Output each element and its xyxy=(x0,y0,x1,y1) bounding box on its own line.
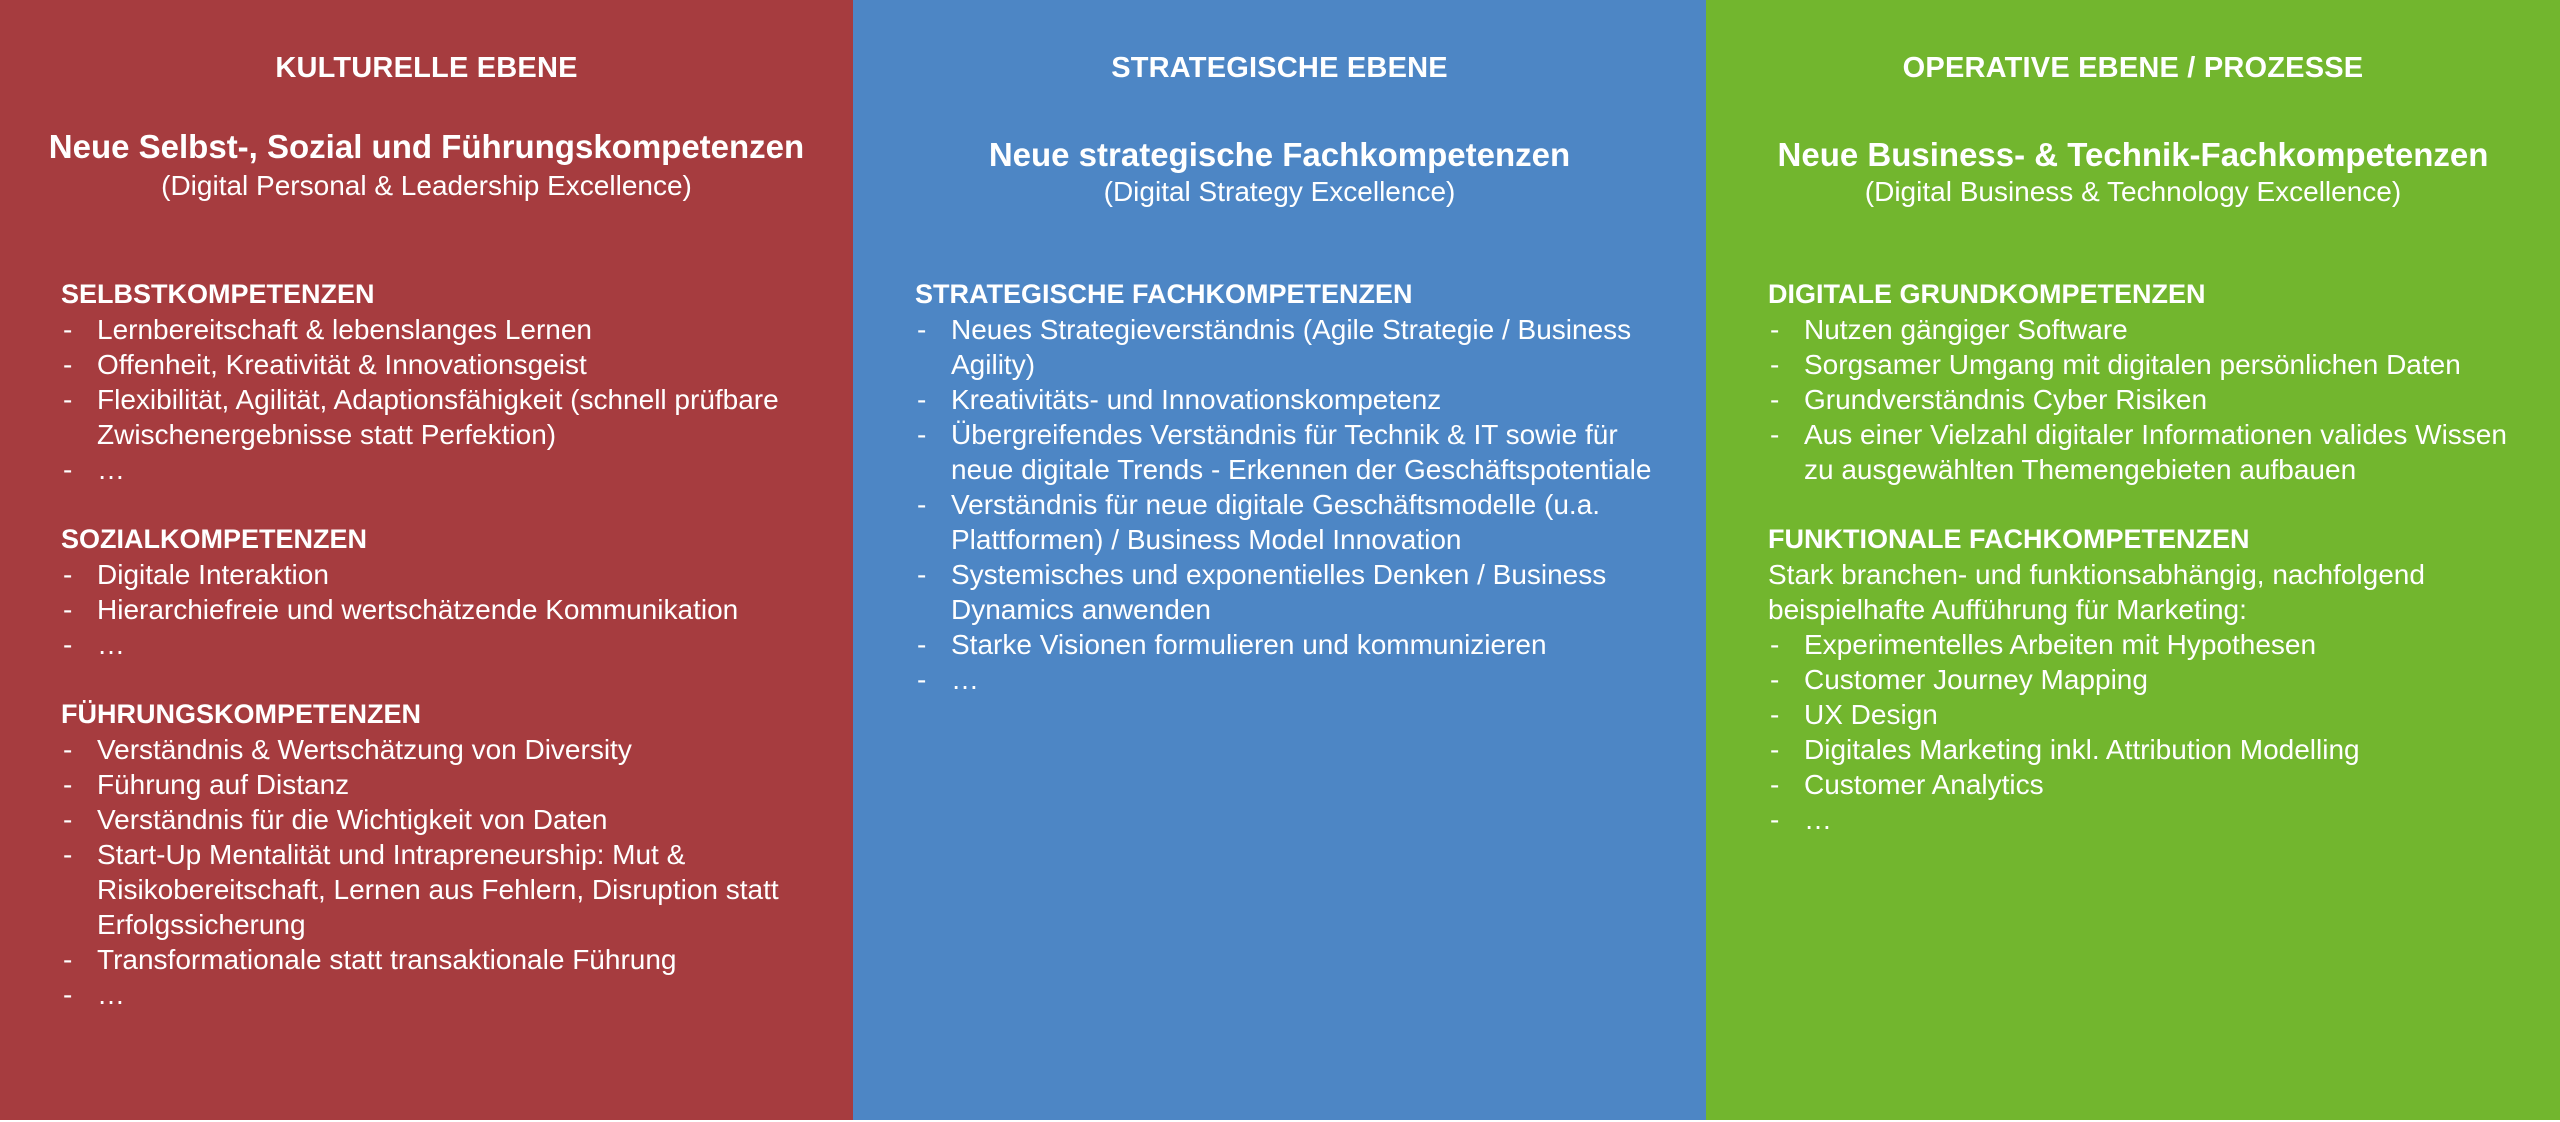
list-item: - Start-Up Mentalität und Intrapreneurship: Mut & Risikobereitschaft, Lernen aus Fehlern, Disruption statt Erfolgssicherung xyxy=(61,837,833,942)
list-item: - Experimentelles Arbeiten mit Hypothesen xyxy=(1768,627,2540,662)
list-item: - Starke Visionen formulieren und kommunizieren xyxy=(915,627,1686,662)
list-item: - Grundverständnis Cyber Risiken xyxy=(1768,382,2540,417)
list-item: - Führung auf Distanz xyxy=(61,767,833,802)
section-self-competencies xyxy=(61,277,833,487)
section-digital-basics xyxy=(1768,277,2540,487)
list-item: - Kreativitäts- und Innovationskompetenz xyxy=(915,382,1686,417)
item-list xyxy=(61,557,833,662)
list-item: - Systemisches und exponentielles Denken / Business Dynamics anwenden xyxy=(915,557,1686,627)
section-heading: FÜHRUNGSKOMPETENZEN xyxy=(61,699,422,729)
list-item: - … xyxy=(61,627,833,662)
item-list xyxy=(915,312,1686,697)
list-item: - UX Design xyxy=(1768,697,2540,732)
list-item: - Verständnis & Wertschätzung von Diversity xyxy=(61,732,833,767)
column-strategic-level xyxy=(853,0,1706,1120)
column-title: OPERATIVE EBENE / PROZESSE xyxy=(1902,52,2364,84)
list-item: - … xyxy=(915,662,1686,697)
item-list xyxy=(61,312,833,487)
section-heading: FUNKTIONALE FACHKOMPETENZEN xyxy=(1768,524,2250,554)
section-heading: DIGITALE GRUNDKOMPETENZEN xyxy=(1768,279,2206,309)
list-item: - Neues Strategieverständnis (Agile Strategie / Business Agility) xyxy=(915,312,1686,382)
list-item: - Sorgsamer Umgang mit digitalen persönlichen Daten xyxy=(1768,347,2540,382)
column-subtitle-note: (Digital Personal & Leadership Excellence) xyxy=(161,170,692,201)
list-item: - … xyxy=(1768,802,2540,837)
column-title: STRATEGISCHE EBENE xyxy=(1111,52,1448,84)
column-subtitle-note: (Digital Strategy Excellence) xyxy=(1103,176,1456,207)
item-list xyxy=(1768,312,2540,487)
list-item: - Übergreifendes Verständnis für Technik & IT sowie für neue digitale Trends - Erkennen der Geschäftspotentiale xyxy=(915,417,1686,487)
list-item: - Customer Analytics xyxy=(1768,767,2540,802)
section-strategic-competencies xyxy=(915,277,1686,697)
column-operative-level xyxy=(1706,0,2560,1120)
list-item: - Digitale Interaktion xyxy=(61,557,833,592)
section-functional-competencies xyxy=(1768,522,2540,837)
column-content xyxy=(1768,277,2540,872)
column-content xyxy=(915,277,1686,732)
column-content xyxy=(61,277,833,1047)
section-heading: SELBSTKOMPETENZEN xyxy=(61,279,375,309)
column-subtitle-note: (Digital Business & Technology Excellence) xyxy=(1864,176,2402,207)
list-item: - Lernbereitschaft & lebenslanges Lernen xyxy=(61,312,833,347)
list-item: - Transformationale statt transaktionale Führung xyxy=(61,942,833,977)
list-item: - Verständnis für die Wichtigkeit von Daten xyxy=(61,802,833,837)
list-item: - Hierarchiefreie und wertschätzende Kommunikation xyxy=(61,592,833,627)
column-subtitle: Neue Business- & Technik-Fachkompetenzen xyxy=(1777,136,2489,173)
column-cultural-level xyxy=(0,0,853,1120)
section-heading: STRATEGISCHE FACHKOMPETENZEN xyxy=(915,279,1413,309)
list-item: - Aus einer Vielzahl digitaler Informationen valides Wissen zu ausgewählten Themengebieten aufbauen xyxy=(1768,417,2540,487)
list-item: - Nutzen gängiger Software xyxy=(1768,312,2540,347)
list-item: - Digitales Marketing inkl. Attribution Modelling xyxy=(1768,732,2540,767)
item-list xyxy=(61,732,833,1012)
section-description: Stark branchen- und funktionsabhängig, nachfolgend beispielhafte Aufführung für Marketing: xyxy=(1768,559,2425,625)
column-subtitle: Neue strategische Fachkompetenzen xyxy=(988,136,1571,173)
list-item: - Flexibilität, Agilität, Adaptionsfähigkeit (schnell prüfbare Zwischenergebnisse statt Perfektion) xyxy=(61,382,833,452)
section-social-competencies xyxy=(61,522,833,662)
list-item: - … xyxy=(61,977,833,1012)
list-item: - Customer Journey Mapping xyxy=(1768,662,2540,697)
column-subtitle: Neue Selbst-, Sozial und Führungskompetenzen xyxy=(48,128,805,165)
list-item: - Offenheit, Kreativität & Innovationsgeist xyxy=(61,347,833,382)
item-list xyxy=(1768,627,2540,837)
section-leadership-competencies xyxy=(61,697,833,1012)
section-heading: SOZIALKOMPETENZEN xyxy=(61,524,368,554)
column-title: KULTURELLE EBENE xyxy=(275,52,578,84)
list-item: - Verständnis für neue digitale Geschäftsmodelle (u.a. Plattformen) / Business Model Innovation xyxy=(915,487,1686,557)
list-item: - … xyxy=(61,452,833,487)
